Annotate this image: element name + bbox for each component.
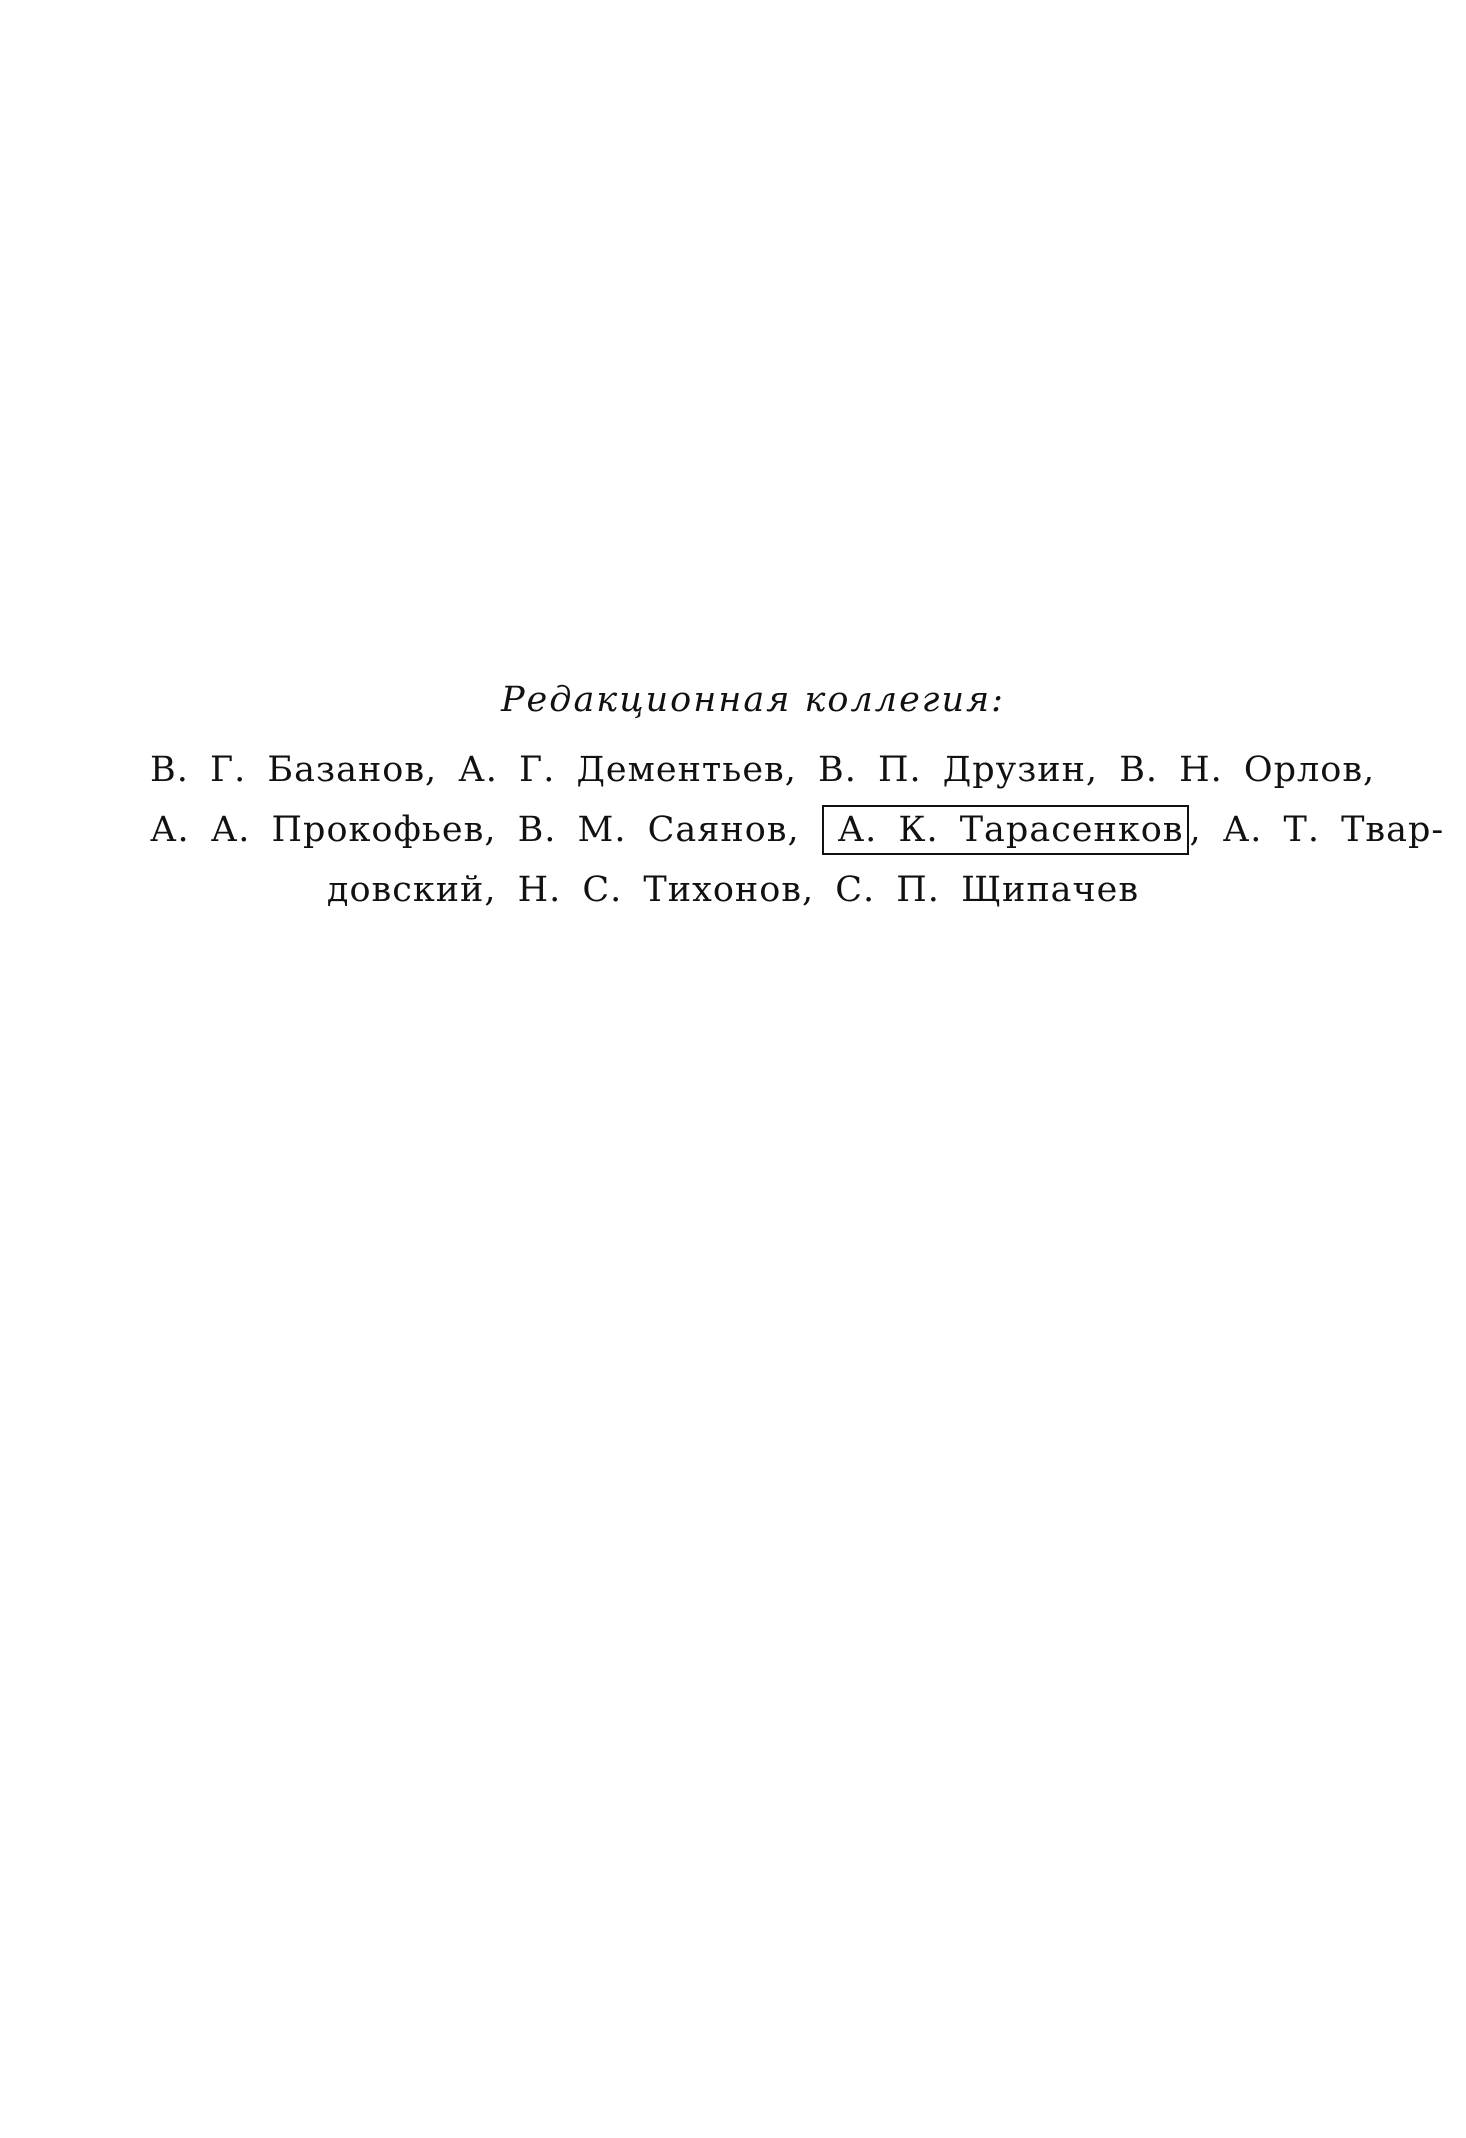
members-line-2 [150,800,1445,860]
members-line-2-end: , А. Т. Твар- [1189,810,1445,850]
editorial-board [150,680,1445,920]
editorial-board-members [150,740,1445,920]
members-line-3: довский, Н. С. Тихонов, С. П. Щипачев [326,870,1140,910]
members-line-1: В. Г. Базанов, А. Г. Дементьев, В. П. Друзин, В. Н. Орлов, [150,750,1376,790]
members-line-2-start: А. А. Прокофьев, В. М. Саянов, [150,810,800,850]
deceased-member-box: А. К. Тарасенков [822,805,1190,855]
editorial-board-heading: Редакционная коллегия: [501,680,1005,720]
